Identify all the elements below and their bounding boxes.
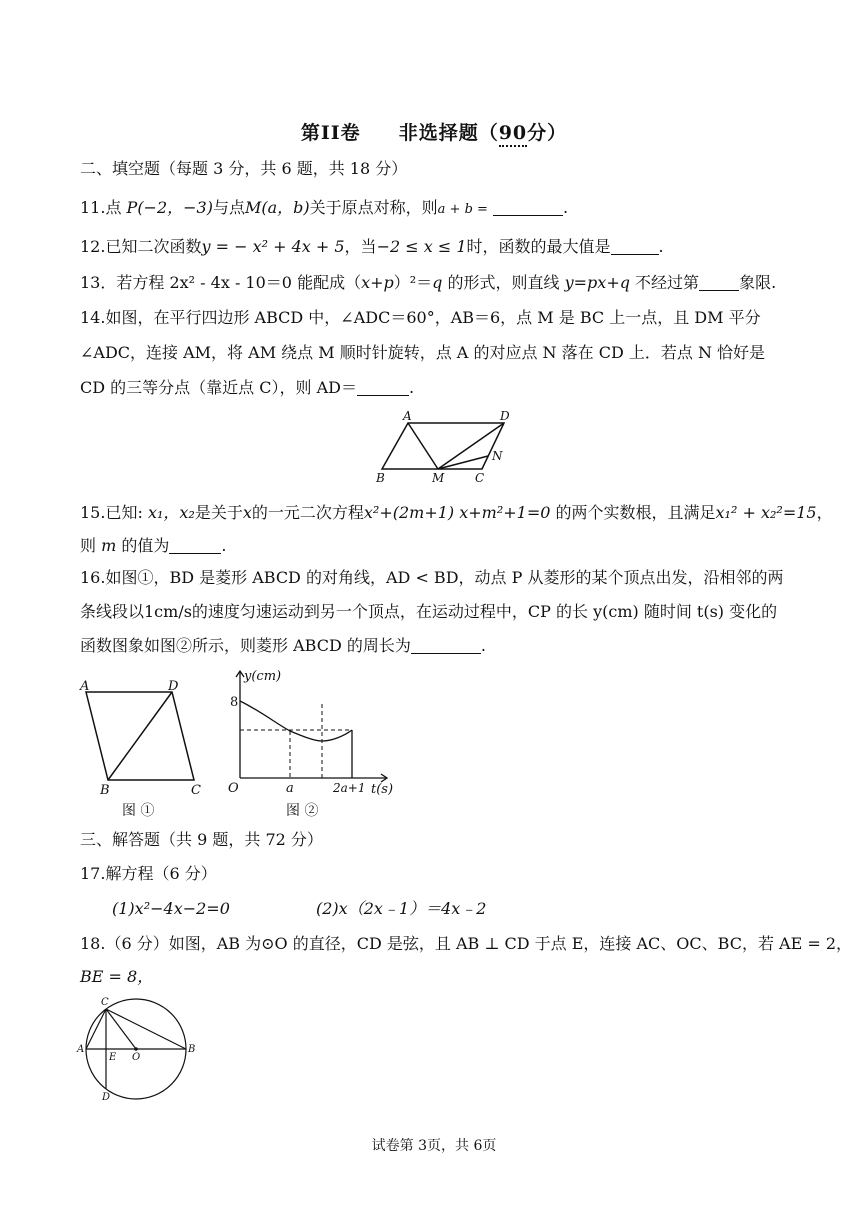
part-score-unit: 分） bbox=[527, 122, 568, 144]
label-o: O bbox=[132, 1052, 141, 1063]
label-e: E bbox=[109, 1052, 117, 1063]
roots: x₁，x₂ bbox=[147, 503, 195, 522]
answer-blank[interactable] bbox=[699, 274, 739, 291]
label-c: C bbox=[101, 997, 109, 1008]
label-c: C bbox=[475, 471, 485, 485]
point-p: P(−2，−3) bbox=[126, 198, 213, 217]
question-16-line-3: 函数图象如图②所示，则菱形 ABCD 的周长为 . bbox=[80, 636, 486, 655]
question-17-part-2: (2)x（2x﹣1）＝4x﹣2 bbox=[316, 899, 487, 918]
figure-18-circle bbox=[72, 994, 207, 1106]
section3-heading: 三、解答题（共 9 题，共 72 分） bbox=[80, 830, 323, 849]
question-12: 12.已知二次函数y = − x² + 4x + 5，当−2 ≤ x ≤ 1时，函数的最大值是 . bbox=[80, 237, 664, 256]
answer-blank[interactable] bbox=[493, 199, 563, 216]
figure-caption-2: 图 ② bbox=[286, 803, 319, 819]
answer-blank[interactable] bbox=[411, 637, 481, 654]
x-range: −2 ≤ x ≤ 1 bbox=[376, 237, 467, 256]
question-15-line-1: 15.已知: x₁，x₂是关于x的一元二次方程x²+(2m+1) x+m²+1=0 的两个实数根，且满足x₁² + x₂²=15， bbox=[80, 503, 833, 522]
question-16-line-2: 条线段以1cm/s的速度匀速运动到另一个顶点，在运动过程中，CP 的长 y(cm) 随时间 t(s) 变化的 bbox=[80, 602, 778, 621]
question-18-line-1: 18.（6 分）如图，AB 为⊙O 的直径，CD 是弦，且 AB ⊥ CD 于点 E，连接 AC、OC、BC，若 AE = 2， bbox=[80, 934, 853, 953]
question-17-part-1: (1)x²−4x−2=0 bbox=[112, 899, 230, 918]
question-16-line-1: 16.如图①，BD 是菱形 ABCD 的对角线，AD < BD，动点 P 从菱形的某个顶点出发，沿相邻的两 bbox=[80, 568, 784, 587]
question-14-line-2: ∠ADC，连接 AM，将 AM 绕点 M 顺时针旋转，点 A 的对应点 N 落在 CD 上．若点 N 恰好是 bbox=[80, 343, 766, 362]
y-tick-8: 8 bbox=[230, 695, 239, 710]
figure-16-rhombus bbox=[76, 676, 211, 821]
line-equation: y=px+q bbox=[564, 273, 630, 292]
figure-caption-1: 图 ① bbox=[122, 803, 155, 819]
label-d: D bbox=[500, 409, 510, 423]
label-c: C bbox=[191, 783, 201, 798]
figure-14-parallelogram bbox=[370, 405, 530, 485]
answer-blank[interactable] bbox=[611, 238, 659, 255]
answer-blank[interactable] bbox=[169, 537, 221, 554]
expr-a-plus-b: a + b = bbox=[437, 202, 488, 217]
question-14-line-1: 14.如图，在平行四边形 ABCD 中，∠ADC＝60°，AB＝6，点 M 是 BC 上一点，且 DM 平分 bbox=[80, 308, 761, 327]
question-13: 13．若方程 2x² ‐ 4x ‐ 10＝0 能配成（x+p）²＝q 的形式，则直线 y=px+q 不经过第 象限. bbox=[80, 273, 777, 292]
x-axis-label: t(s) bbox=[371, 782, 394, 797]
condition: x₁² + x₂²=15 bbox=[715, 503, 817, 522]
x-tick-a: a bbox=[286, 781, 294, 796]
question-14-line-3: CD 的三等分点（靠近点 C），则 AD＝ . bbox=[80, 378, 415, 397]
label-d: D bbox=[168, 679, 179, 694]
label-b: B bbox=[100, 783, 110, 798]
origin-label: O bbox=[228, 781, 239, 796]
label-d: D bbox=[102, 1092, 111, 1103]
equation: 2x² ‐ 4x ‐ 10＝0 bbox=[169, 273, 292, 292]
label-a: A bbox=[77, 1044, 85, 1055]
x-tick-2a1: 2a+1 bbox=[333, 781, 366, 795]
label-a: A bbox=[80, 679, 90, 694]
question-15-line-2: 则 m 的值为 . bbox=[80, 536, 227, 555]
question-17-title: 17.解方程（6 分） bbox=[80, 864, 217, 883]
part-score: 90 bbox=[499, 122, 527, 147]
part-label: 第II卷 bbox=[300, 122, 361, 144]
label-b: B bbox=[376, 471, 385, 485]
question-18-line-2: BE = 8， bbox=[80, 967, 154, 986]
quadratic-equation: x²+(2m+1) x+m²+1=0 bbox=[363, 503, 551, 522]
y-axis-label: y(cm) bbox=[244, 669, 282, 684]
label-b: B bbox=[188, 1044, 196, 1055]
center-point bbox=[134, 1047, 138, 1051]
answer-blank[interactable] bbox=[357, 379, 409, 396]
label-a: A bbox=[403, 409, 412, 423]
quadratic-function: y = − x² + 4x + 5 bbox=[201, 237, 345, 256]
page-footer: 试卷第 3页，共 6页 bbox=[371, 1138, 497, 1154]
label-m: M bbox=[432, 471, 445, 485]
point-m: M(a，b) bbox=[245, 198, 310, 217]
section2-heading: 二、填空题（每题 3 分，共 6 题，共 18 分） bbox=[80, 159, 408, 178]
label-n: N bbox=[492, 449, 503, 463]
figure-16-graph bbox=[222, 664, 402, 822]
question-11: 11.点 P(−2，−3)与点M(a，b)关于原点对称，则a + b = . bbox=[80, 198, 569, 217]
page-title bbox=[0, 118, 868, 145]
part-name: 非选择题（ bbox=[398, 122, 499, 144]
